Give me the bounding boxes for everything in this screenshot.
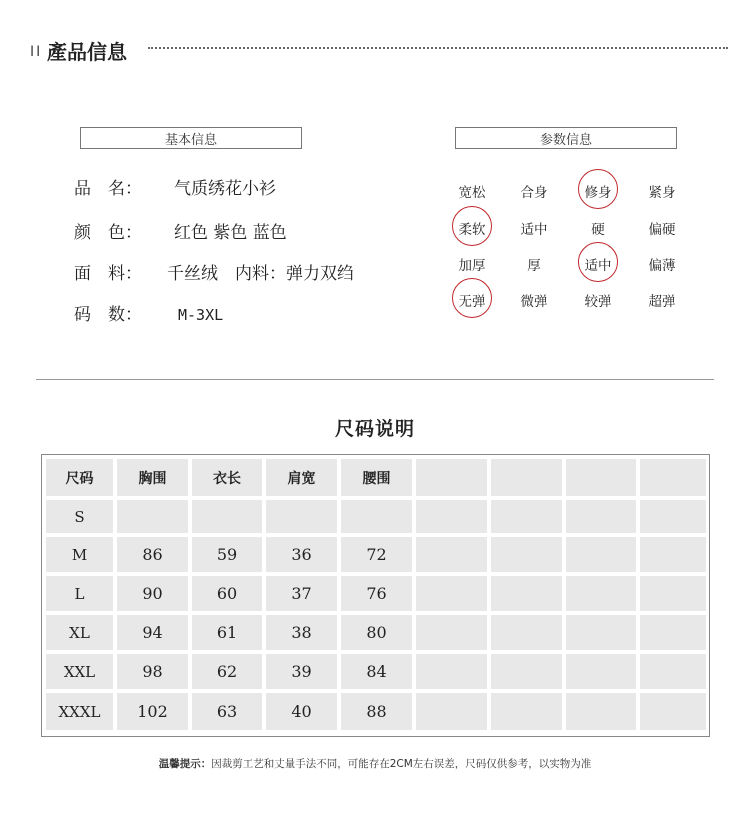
param-option: 紧身 (648, 185, 676, 201)
table-cell: 63 (192, 693, 262, 730)
tip-text: 因裁剪工艺和丈量手法不同，可能存在2CM左右误差，尺码仅供参考，以实物为准 (211, 758, 592, 770)
table-cell: 37 (266, 576, 337, 611)
param-option: 硬 (591, 222, 605, 238)
table-cell (491, 615, 562, 650)
table-cell (341, 500, 412, 533)
param-option: 合身 (520, 185, 548, 201)
size-label-cell: S (46, 500, 113, 533)
basic-info-section-label: 基本信息 (80, 127, 302, 149)
table-header-cell (640, 459, 706, 496)
table-header-cell: 肩宽 (266, 459, 337, 496)
table-cell: 61 (192, 615, 262, 650)
table-cell: 80 (341, 615, 412, 650)
selected-circle (578, 169, 618, 209)
tip-note (0, 756, 750, 771)
table-cell (491, 500, 562, 533)
table-cell (640, 693, 706, 730)
table-cell (491, 537, 562, 572)
header-bars: II (30, 44, 43, 60)
table-cell: 40 (266, 693, 337, 730)
table-cell (416, 693, 487, 730)
size-label-cell: XXXL (46, 693, 113, 730)
param-option: 适中 (520, 222, 548, 238)
tip-label: 温馨提示： (158, 758, 212, 770)
info-label: 码 数： (74, 305, 142, 325)
info-label: 颜 色： (74, 223, 142, 243)
size-chart-title: 尺码说明 (334, 418, 415, 440)
info-label: 品 名： (74, 179, 142, 199)
info-row-name (74, 174, 276, 199)
table-header-cell: 衣长 (192, 459, 262, 496)
table-cell (266, 500, 337, 533)
table-cell: 84 (341, 654, 412, 689)
table-cell: 62 (192, 654, 262, 689)
header-dotted-line (148, 47, 728, 49)
page-title: 產品信息 (47, 40, 127, 64)
param-option: 适中 (584, 258, 612, 274)
table-cell: 88 (341, 693, 412, 730)
info-value: 千丝绒 内料：弹力双绉 (167, 264, 354, 284)
section-divider (36, 379, 714, 380)
param-option: 超弹 (648, 294, 676, 310)
param-option: 微弹 (520, 294, 548, 310)
info-label: 面 料： (74, 264, 142, 284)
table-cell (640, 500, 706, 533)
table-header-cell: 尺码 (46, 459, 113, 496)
param-option: 偏硬 (648, 222, 676, 238)
table-cell (566, 576, 636, 611)
table-cell (491, 693, 562, 730)
selected-circle (452, 206, 492, 246)
table-cell: 90 (117, 576, 188, 611)
table-cell: 59 (192, 537, 262, 572)
table-cell: 39 (266, 654, 337, 689)
params-section-label: 参数信息 (455, 127, 677, 149)
table-header-cell: 腰围 (341, 459, 412, 496)
table-cell (566, 537, 636, 572)
selected-circle (578, 242, 618, 282)
table-cell (491, 576, 562, 611)
table-cell: 98 (117, 654, 188, 689)
param-option: 较弹 (584, 294, 612, 310)
table-cell: 76 (341, 576, 412, 611)
size-label-cell: M (46, 537, 113, 572)
param-option: 加厚 (458, 258, 486, 274)
info-value: M-3XL (178, 306, 224, 324)
size-label-cell: XXL (46, 654, 113, 689)
table-header-cell (416, 459, 487, 496)
table-cell (640, 654, 706, 689)
table-cell: 36 (266, 537, 337, 572)
param-option: 偏薄 (648, 258, 676, 274)
table-cell (416, 500, 487, 533)
table-cell: 94 (117, 615, 188, 650)
table-cell (416, 576, 487, 611)
size-table (41, 454, 710, 737)
table-cell (491, 654, 562, 689)
table-cell (416, 654, 487, 689)
info-row-sizes (74, 300, 223, 325)
param-option: 无弹 (458, 294, 486, 310)
table-cell: 86 (117, 537, 188, 572)
size-label-cell: L (46, 576, 113, 611)
param-option: 厚 (527, 258, 541, 274)
table-header-cell: 胸围 (117, 459, 188, 496)
table-cell (416, 537, 487, 572)
table-cell (640, 576, 706, 611)
table-cell: 60 (192, 576, 262, 611)
table-cell (566, 615, 636, 650)
info-value: 气质绣花小衫 (174, 179, 276, 199)
table-cell (640, 615, 706, 650)
table-header-cell (491, 459, 562, 496)
table-cell: 38 (266, 615, 337, 650)
info-row-fabric (74, 259, 354, 284)
param-option: 修身 (584, 185, 612, 201)
table-header-cell (566, 459, 636, 496)
table-cell: 72 (341, 537, 412, 572)
info-value: 红色 紫色 蓝色 (174, 223, 287, 243)
size-label-cell: XL (46, 615, 113, 650)
table-cell (566, 693, 636, 730)
param-option: 宽松 (458, 185, 486, 201)
param-option: 柔软 (458, 222, 486, 238)
info-row-color (74, 218, 287, 243)
table-cell (416, 615, 487, 650)
selected-circle (452, 278, 492, 318)
table-cell (566, 654, 636, 689)
table-cell (117, 500, 188, 533)
table-cell (566, 500, 636, 533)
table-cell (192, 500, 262, 533)
table-cell: 102 (117, 693, 188, 730)
table-cell (640, 537, 706, 572)
